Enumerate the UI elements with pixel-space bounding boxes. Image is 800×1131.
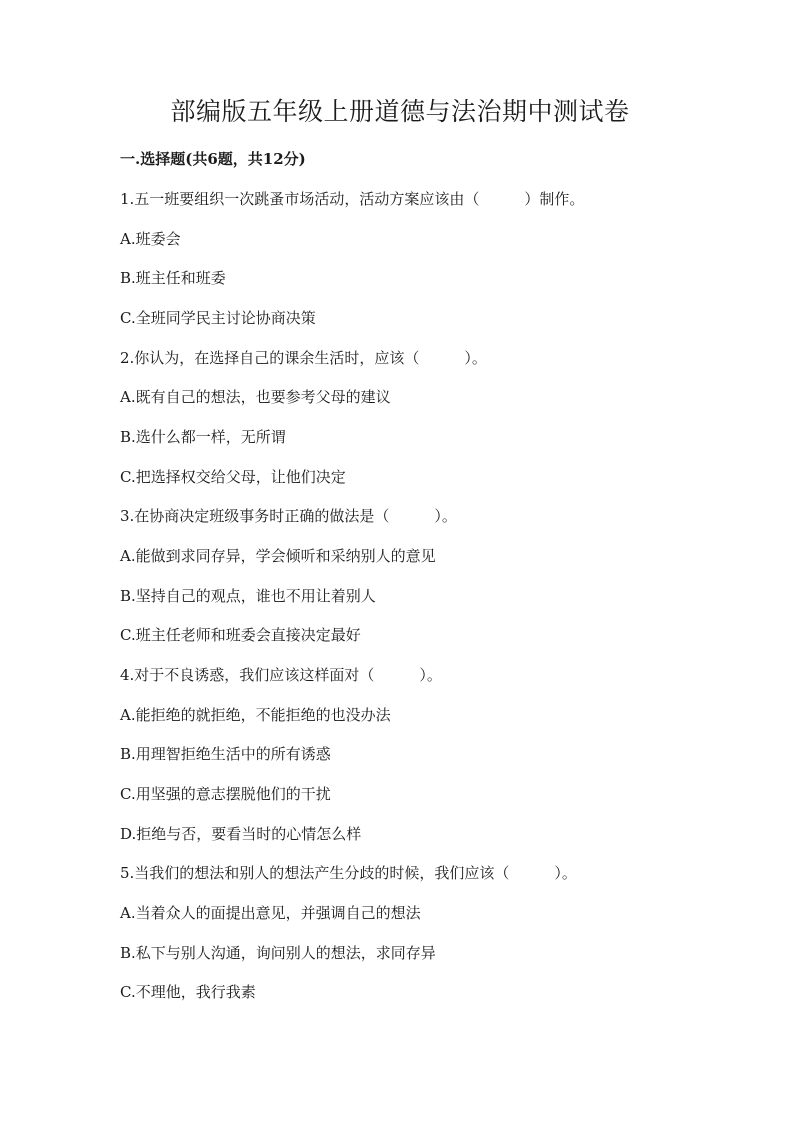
- question-option: C.用坚强的意志摆脱他们的干扰: [120, 785, 331, 803]
- question-option: D.拒绝与否，要看当时的心情怎么样: [120, 825, 362, 843]
- question-option: A.既有自己的想法，也要参考父母的建议: [120, 388, 391, 406]
- question-stem: 3.在协商决定班级事务时正确的做法是（ ）。: [120, 507, 457, 525]
- exam-title: 部编版五年级上册道德与法治期中测试卷: [170, 97, 630, 126]
- question-option: C.把选择权交给父母，让他们决定: [120, 468, 346, 486]
- question-option: C.全班同学民主讨论协商决策: [120, 309, 316, 327]
- question-option: A.班委会: [120, 230, 181, 248]
- question-option: C.不理他，我行我素: [120, 983, 256, 1001]
- question-option: B.用理智拒绝生活中的所有诱惑: [120, 745, 331, 763]
- question-option: A.能拒绝的就拒绝，不能拒绝的也没办法: [120, 706, 391, 724]
- question-stem: 1.五一班要组织一次跳蚤市场活动，活动方案应该由（ ）制作。: [120, 190, 585, 208]
- section-heading: 一.选择题(共6题，共12分): [120, 150, 306, 168]
- question-option: C.班主任老师和班委会直接决定最好: [120, 626, 361, 644]
- question-stem: 5.当我们的想法和别人的想法产生分歧的时候，我们应该（ ）。: [120, 864, 577, 882]
- question-option: B.私下与别人沟通，询问别人的想法，求同存异: [120, 944, 436, 962]
- question-option: A.能做到求同存异，学会倾听和采纳别人的意见: [120, 547, 436, 565]
- question-option: B.坚持自己的观点，谁也不用让着别人: [120, 587, 376, 605]
- question-stem: 4.对于不良诱惑，我们应该这样面对（ ）。: [120, 666, 442, 684]
- question-stem: 2.你认为，在选择自己的课余生活时，应该（ ）。: [120, 349, 487, 367]
- question-option: B.选什么都一样，无所谓: [120, 428, 286, 446]
- question-option: A.当着众人的面提出意见，并强调自己的想法: [120, 904, 421, 922]
- question-option: B.班主任和班委: [120, 269, 226, 287]
